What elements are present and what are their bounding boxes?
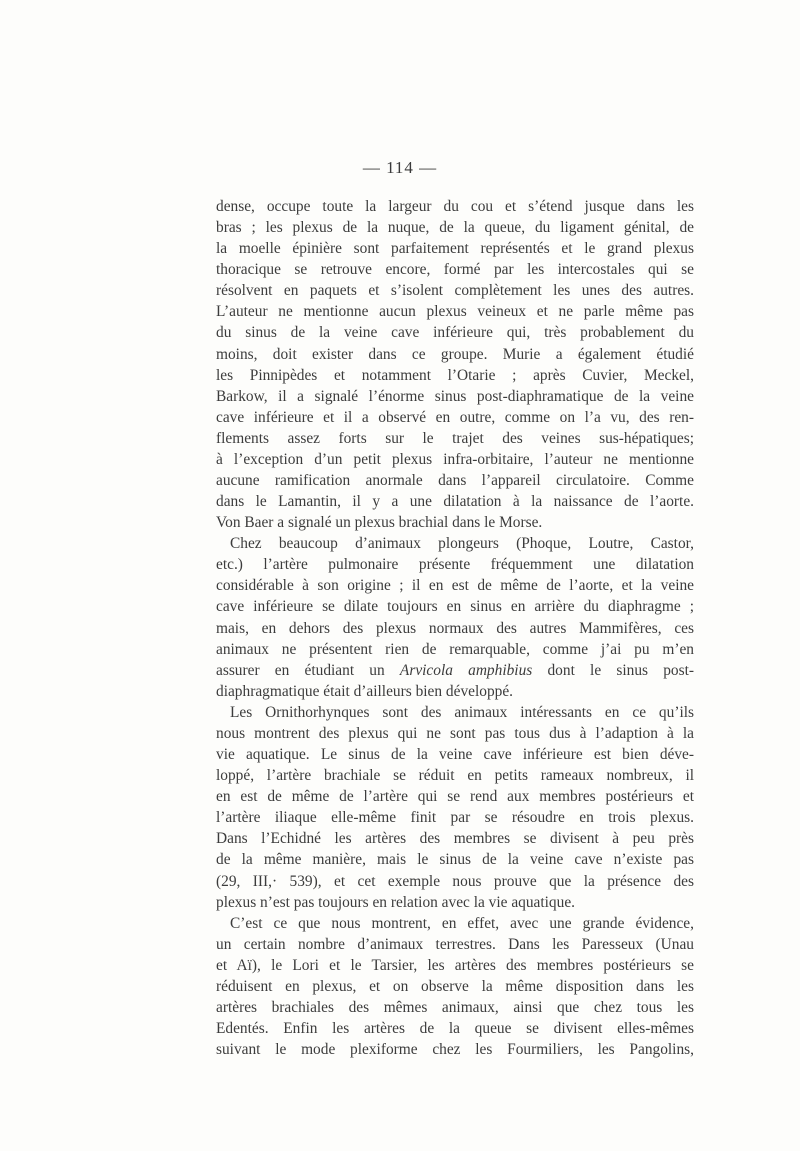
text-line: du sinus de la veine cave inférieure qui, très probablement du <box>216 324 694 342</box>
text-line: animaux ne présentent rien de remarquable, comme j’ai pu m’en <box>216 640 694 658</box>
text-line: suivant le mode plexiforme chez les Fourmiliers, les Pangolins, <box>216 1041 694 1059</box>
text-line: à l’exception d’un petit plexus infra-orbitaire, l’auteur ne mentionne <box>216 450 694 468</box>
body-text <box>216 196 694 1060</box>
text-line: C’est ce que nous montrent, en effet, avec une grande évidence, <box>230 914 694 932</box>
text-line: Dans l’Echidné les artères des membres se divisent à peu près <box>216 830 694 848</box>
text-line: Les Ornithorhynques sont des animaux intéressants en ce qu’ils <box>230 703 694 721</box>
text-line: aucune ramification anormale dans l’appareil circulatoire. Comme <box>216 472 694 490</box>
text-line: Von Baer a signalé un plexus brachial dans le Morse. <box>216 514 543 532</box>
text-fragment: assurer en étudiant un <box>216 661 385 679</box>
text-line: cave inférieure se dilate toujours en sinus en arrière du diaphragme ; <box>216 598 694 616</box>
text-line: considérable à son origine ; il en est de même de l’aorte, et la veine <box>216 577 694 595</box>
text-line: vie aquatique. Le sinus de la veine cave inférieure est bien déve- <box>216 746 694 764</box>
text-fragment: dont le sinus post- <box>547 661 694 679</box>
paragraph-1 <box>216 196 694 533</box>
text-line: Barkow, il a signalé l’énorme sinus post-diaphramatique de la veine <box>216 387 694 405</box>
text-line: de la même manière, mais le sinus de la veine cave n’existe pas <box>216 851 694 869</box>
text-line: Edentés. Enfin les artères de la queue se divisent elles-mêmes <box>216 1020 694 1038</box>
text-line: dans le Lamantin, il y a une dilatation à la naissance de l’aorte. <box>216 493 694 511</box>
text-line: l’artère iliaque elle-même finit par se résoudre en trois plexus. <box>216 809 694 827</box>
text-line: et Aï), le Lori et le Tarsier, les artères des membres postérieurs se <box>216 956 694 974</box>
text-line: cave inférieure et il a observé en outre, comme on l’a vu, des ren- <box>216 408 694 426</box>
text-line: (29, III,· 539), et cet exemple nous prouve que la présence des <box>216 872 694 890</box>
text-line: en est de même de l’artère qui se rend aux membres postérieurs et <box>216 788 694 806</box>
text-line: dense, occupe toute la largeur du cou et s’étend jusque dans les <box>216 198 694 215</box>
text-line: thoracique se retrouve encore, formé par les intercostales qui se <box>216 261 694 279</box>
text-line: moins, doit exister dans ce groupe. Murie a également étudié <box>216 345 694 363</box>
paragraph-3 <box>216 702 694 913</box>
text-line: plexus n’est pas toujours en relation avec la vie aquatique. <box>216 893 575 911</box>
text-line: résolvent en paquets et s’isolent complètement les unes des autres. <box>216 282 694 300</box>
text-line: etc.) l’artère pulmonaire présente fréquemment une dilatation <box>216 556 694 574</box>
text-line: diaphragmatique était d’ailleurs bien développé. <box>216 682 514 700</box>
text-line: nous montrent des plexus qui ne sont pas tous dus à l’adaption à la <box>216 724 694 742</box>
paragraph-2 <box>216 533 694 702</box>
text-line: flements assez forts sur le trajet des veines sus-hépatiques; <box>216 429 694 447</box>
text-line: mais, en dehors des plexus normaux des autres Mammifères, ces <box>216 619 694 637</box>
text-line: un certain nombre d’animaux terrestres. Dans les Paresseux (Unau <box>216 935 694 953</box>
text-line: L’auteur ne mentionne aucun plexus veineux et ne parle même pas <box>216 303 694 321</box>
species-name-italic: Arvicola amphibius <box>399 661 533 679</box>
text-line: la moelle épinière sont parfaitement représentés et le grand plexus <box>216 240 694 258</box>
paragraph-4 <box>216 913 694 1061</box>
text-line: artères brachiales des mêmes animaux, ainsi que chez tous les <box>216 998 694 1016</box>
page-number: — 114 — <box>362 158 438 177</box>
text-line: Chez beaucoup d’animaux plongeurs (Phoque, Loutre, Castor, <box>230 535 694 553</box>
text-line: réduisent en plexus, et on observe la même disposition dans les <box>216 977 694 995</box>
text-line: bras ; les plexus de la nuque, de la queue, du ligament génital, de <box>216 219 694 237</box>
text-line: les Pinnipèdes et notamment l’Otarie ; après Cuvier, Meckel, <box>216 366 694 384</box>
text-line-with-species <box>216 660 694 681</box>
text-line: loppé, l’artère brachiale se réduit en petits rameaux nombreux, il <box>216 767 694 785</box>
